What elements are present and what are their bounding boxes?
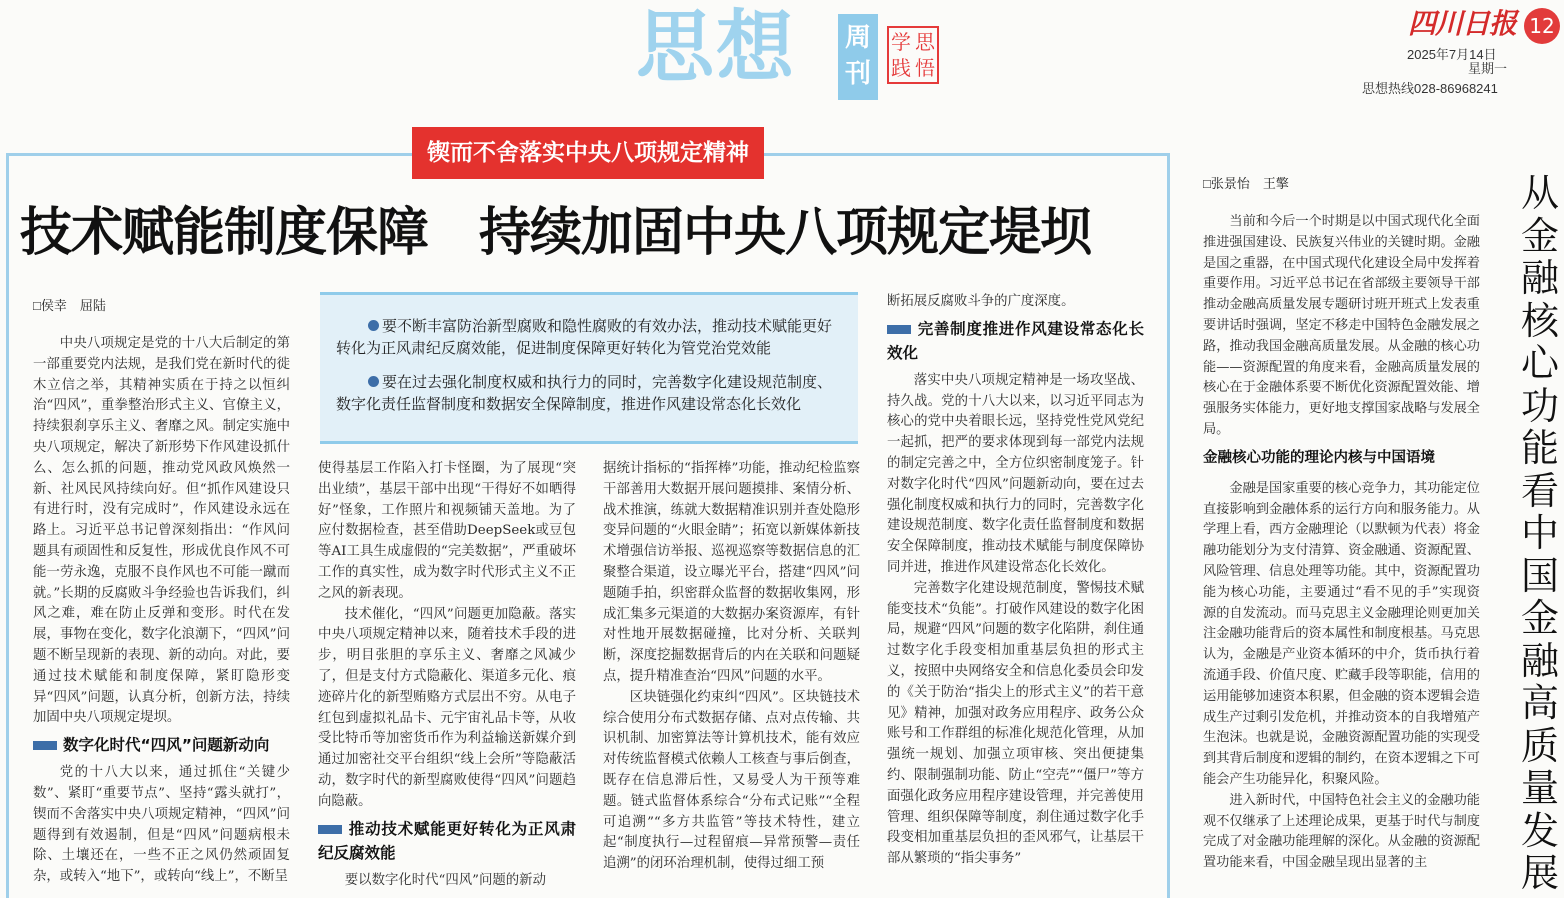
article-column-3 xyxy=(603,459,860,890)
article-column-1 xyxy=(33,334,290,890)
title-char: 质 xyxy=(1520,723,1559,768)
paragraph: 要以数字化时代“四风”问题的新动 xyxy=(344,872,546,888)
title-char: 金 xyxy=(1520,213,1559,258)
paragraph: 完善数字化建设规范制度，警惕技术赋能变技术“负能”。打破作风建设的数字化困局，规避“四风”问题的数字化陷阱，刹住通过数字化手段变相加重基层负担的形式主义，按照中央网络安全和信息化委员会印发的《关于防治“指尖上的形式主义”的若干意见》精神，加强对政务应用程序、政务公众账号和工作群组的标准化规范化管理，从加强统一规划、加强立项审核、突出便捷集约、限制强制功能、防止“空壳”“僵尸”等方面强化政务应用程序建设管理，并完善使用管理、组织保障等制度，刹住通过数字化手段变相加重基层负担的歪风邪气，让基层干部从繁琐的“指尖事务” xyxy=(887,580,1144,867)
title-char: 发 xyxy=(1520,808,1559,853)
weekly-label: 周刊 xyxy=(838,14,878,100)
title-char: 金 xyxy=(1520,596,1559,640)
subheading xyxy=(887,317,1144,365)
summary-text: 要在过去强化制度权威和执行力的同时，完善数字化建设规范制度、数字化责任监督制度和数据安全保障制度，推进作风建设常态化长效化 xyxy=(336,373,833,413)
subheading xyxy=(318,817,576,865)
subheading-bar xyxy=(33,741,57,750)
article-column-2 xyxy=(318,459,576,890)
article2-column xyxy=(1203,212,1480,890)
subheading-text: 完善制度推进作风建设常态化长效化 xyxy=(887,319,1144,362)
subheading-text: 数字化时代“四风”问题新动向 xyxy=(63,736,270,755)
title-char: 量 xyxy=(1520,766,1559,810)
paragraph: 进入新时代，中国特色社会主义的金融功能观不仅继承了上述理论成果，更基于时代与制度完成了对金融功能理解的深化。从金融的资源配置功能来看，中国金融呈现出显著的主 xyxy=(1203,792,1480,871)
paragraph: 金融是国家重要的核心竞争力，其功能定位直接影响到金融体系的运行方向和服务能力。从学理上看，西方金融理论（以默顿为代表）将金融功能划分为支付清算、资金融通、资源配置、风险管理、信息处理等功能。其中，资源配置功能为核心功能，主要通过“看不见的手”实现资源的自发流动。而马克思主义金融理论则更加关注金融功能背后的资本属性和制度根基。马克思认为，金融是产业资本循环的中介，货币执行着流通手段、价值尺度、贮藏手段等职能，信用的运用能够加速资本积累，但金融的资本逻辑会造成生产过剩引发危机，并推动资本的自我增殖产生泡沫。也就是说，金融资源配置功能的实现受到其背后制度和逻辑的制约，在资本逻辑之下可能会产生功能异化，积聚风险。 xyxy=(1203,480,1480,787)
title-char: 中 xyxy=(1520,511,1559,555)
title-char: 从 xyxy=(1520,171,1559,215)
paragraph: 断拓展反腐败斗争的广度深度。 xyxy=(887,294,1075,309)
paragraph: 党的十八大以来，通过抓住“关键少数”、紧盯“重要节点”、坚持“露头就打”，锲而不舍落实中央八项规定精神，“四风”问题得到有效遏制，但是“四风”问题病根未除、土壤还在，一些不正之风仍然顽固复杂，或转入“地下”，或转向“线上”，不断呈 xyxy=(33,765,290,885)
title-char: 国 xyxy=(1520,553,1559,598)
summary-text: 要不断丰富防治新型腐败和隐性腐败的有效办法，推动技术赋能更好转化为正风肃纪反腐效能，促进制度保障更好转化为管党治党效能 xyxy=(336,317,833,357)
title-char: 心 xyxy=(1520,341,1559,385)
topic-banner: 锲而不舍落实中央八项规定精神 xyxy=(412,127,764,179)
title-char: 展 xyxy=(1520,851,1559,895)
badge-char: 思 xyxy=(915,30,935,54)
article2-vertical-title xyxy=(1518,172,1562,895)
title-char: 能 xyxy=(1520,426,1559,470)
newspaper-logo: 四川日报 xyxy=(1408,7,1517,40)
subheading-bar xyxy=(887,325,911,334)
title-char: 功 xyxy=(1520,383,1559,428)
page-number-badge: 12 xyxy=(1524,8,1560,44)
badge-char: 践 xyxy=(891,56,911,80)
xuesi-jianwu-badge xyxy=(887,26,939,84)
paragraph: 落实中央八项规定精神是一场攻坚战、持久战。党的十八大以来，以习近平同志为核心的党中央着眼长远，坚持党性党风党纪一起抓，把严的要求体现到每一部党内法规的制定完善之中，全方位织密制度笼子。针对数字化时代“四风”问题新动向，要在过去强化制度权威和执行力的同时，完善数字化建设规范制度、数字化责任监督制度和数据安全保障制度，推动技术赋能与制度保障协同并进，推进作风建设常态化长效化。 xyxy=(887,372,1144,575)
section-title: 思想 xyxy=(636,3,797,93)
title-char: 核 xyxy=(1520,298,1559,343)
paragraph: 技术催化，“四风”问题更加隐蔽。落实中央八项规定精神以来，随着技术手段的进步，明目张胆的享乐主义、奢靡之风减少了，但是支付方式隐蔽化、渠道多元化、痕迹碎片化的新型贿赂方式层出不穷。从电子红包到虚拟礼品卡、元宇宙礼品卡等，从收受比特币等加密货币作为利益输送新媒介到通过加密社交平台组织“线上会所”等隐蔽活动，数字时代的新型腐败使得“四风”问题趋向隐蔽。 xyxy=(318,606,576,809)
article-byline: □侯幸 屈陆 xyxy=(33,298,106,313)
bullet-dot xyxy=(368,320,379,331)
subheading xyxy=(33,733,290,757)
paragraph: 使得基层工作陷入打卡怪圈，为了展现“突出业绩”，基层干部中出现“干得好不如晒得好”怪象，工作照片和视频铺天盖地。为了应付数据检查，甚至借助DeepSeek或豆包等AI工具生成虚假的“完美数据”，严重破坏工作的真实性，成为数字时代形式主义不正之风的新表现。 xyxy=(318,461,576,601)
article-column-4 xyxy=(887,292,1144,890)
paragraph: 当前和今后一个时期是以中国式现代化全面推进强国建设、民族复兴伟业的关键时期。金融是国之重器，在中国式现代化建设全局中发挥着重要作用。习近平总书记在省部级主要领导干部推动金融高质量发展专题研讨班开班式上发表重要讲话时强调，坚定不移走中国特色金融发展之路，推动我国金融高质量发展。从金融的核心功能——资源配置的角度来看，金融高质量发展的核心在于金融体系要不断优化资源配置效能、增强服务实体能力，更好地支撑国家战略与发展全局。 xyxy=(1203,214,1480,437)
summary-item xyxy=(336,371,844,415)
subheading-text: 推动技术赋能更好转化为正风肃纪反腐效能 xyxy=(318,819,576,862)
subheading-bar xyxy=(318,825,342,834)
title-char: 融 xyxy=(1520,638,1559,683)
badge-char: 悟 xyxy=(915,56,935,80)
paragraph: 区块链强化约束纠“四风”。区块链技术综合使用分布式数据存储、点对点传输、共识机制、加密算法等计算机技术，能有效应对传统监督模式依赖人工核查与事后倒查，既存在信息滞后性，又易受人为干预等难题。链式监督体系综合“分布式记账”“全程可追溯”“多方共监管”等技术特性，建立起“制度执行—过程留痕—异常预警—责任追溯”的闭环治理机制，使得过细工预 xyxy=(603,689,860,872)
article-headline: 技术赋能制度保障 持续加固中央八项规定堤坝 xyxy=(20,203,1092,263)
issue-date: 2025年7月14日 xyxy=(1407,47,1497,62)
title-char: 高 xyxy=(1520,681,1559,725)
title-char: 融 xyxy=(1520,256,1559,300)
title-char: 看 xyxy=(1520,468,1559,513)
paragraph: 中央八项规定是党的十八大后制定的第一部重要党内法规，是我们党在新时代的徙木立信之举，其精神实质在于持之以恒纠治“四风”，重拳整治形式主义、官僚主义，持续狠刹享乐主义、奢靡之风。制定实施中央八项规定，解决了新形势下作风建设抓什么、怎么抓的问题，推动党风政风焕然一新、社风民风持续向好。但“抓作风建设只有进行时，没有完成时”，作风建设永远在路上。习近平总书记曾深刻指出：“作风问题具有顽固性和反复性，形成优良作风不可能一劳永逸，克服不良作风也不可能一蹴而就。”长期的反腐败斗争经验也告诉我们，纠风之难，难在防止反弹和变形。时代在发展，事物在变化，数字化浪潮下，“四风”问题不断呈现新的表现、新的动向。对此，要通过技术赋能和制度保障，紧盯隐形变异“四风”问题，认真分析，创新方法，持续加固中央八项规定堤坝。 xyxy=(33,336,290,726)
bullet-dot xyxy=(368,376,379,387)
article2-byline: □张景怡 王擎 xyxy=(1203,176,1289,191)
paragraph: 据统计指标的“指挥棒”功能，推动纪检监察干部善用大数据开展问题摸排、案情分析、战术推演，练就大数据精准识别并查处隐形变异问题的“火眼金睛”；拓宽以新媒体新技术增强信访举报、巡视巡察等数据信息的汇聚整合渠道，设立曝光平台，搭建“四风”问题随手拍，织密群众监督的数据收集网，形成汇集多元渠道的大数据办案资源库，有针对性地开展数据碰撞，比对分析、关联判断，深度挖掘数据背后的内在关联和问题疑点，提升精准查治“四风”问题的水平。 xyxy=(603,461,860,684)
summary-item xyxy=(336,315,844,359)
hotline: 思想热线028-86968241 xyxy=(1362,81,1498,96)
issue-weekday: 星期一 xyxy=(1468,61,1508,76)
subheading: 金融核心功能的理论内核与中国语境 xyxy=(1203,449,1435,466)
badge-char: 学 xyxy=(891,30,911,54)
summary-box xyxy=(320,292,858,444)
